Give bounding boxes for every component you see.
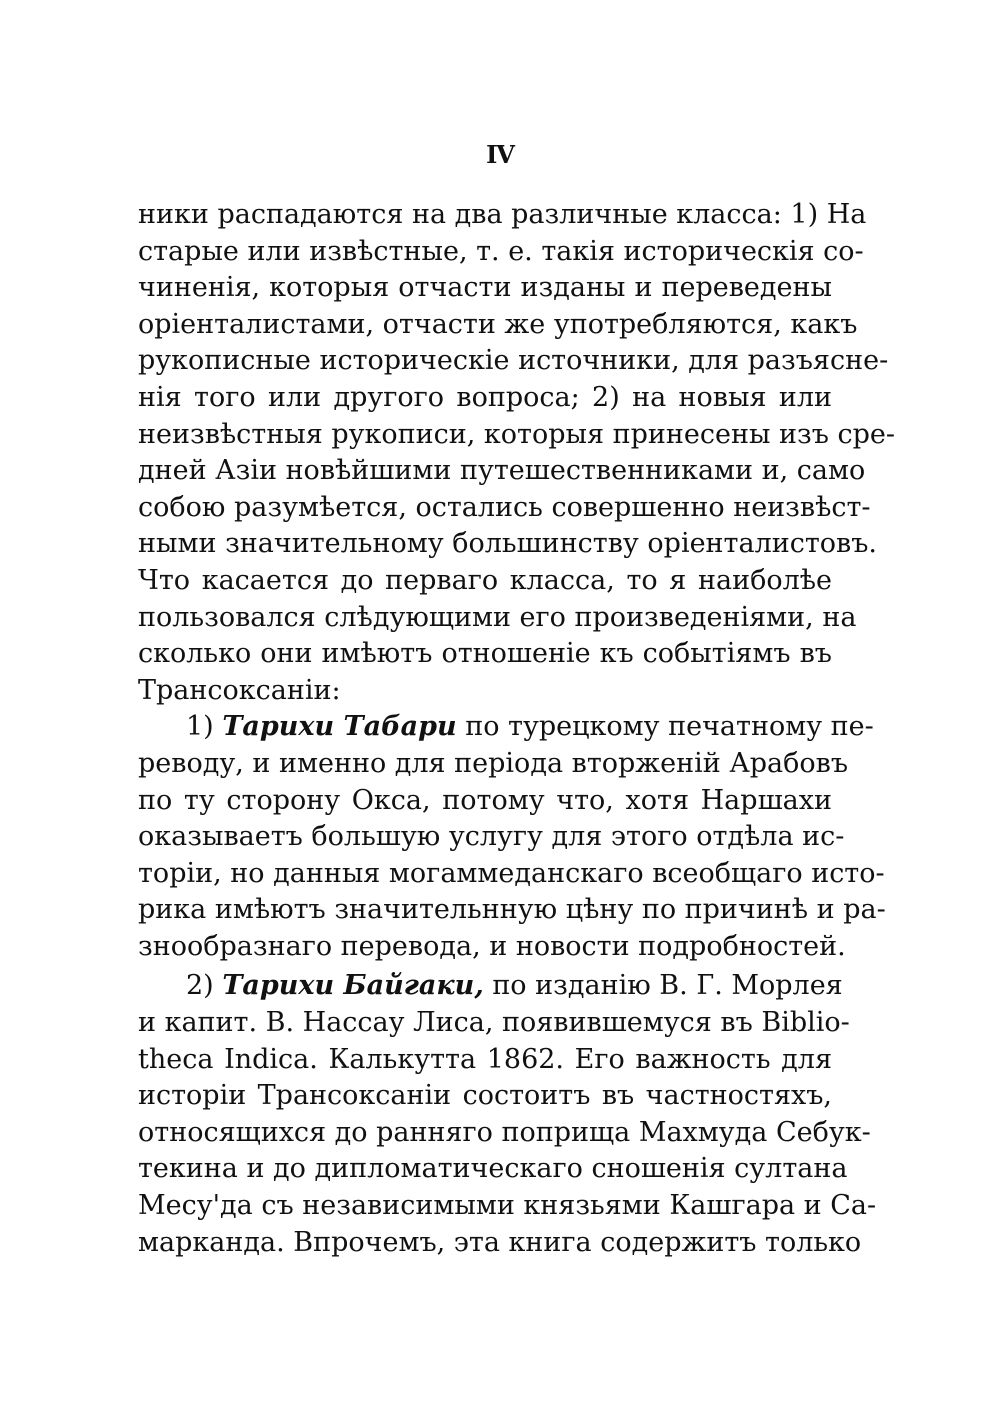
text-line: рика имѣютъ значительнную цѣну по причинѣ и ра-	[138, 894, 886, 926]
text-line: реводу, и именно для періода вторженій Арабовъ	[138, 747, 849, 779]
list-item-number: 1)	[186, 711, 214, 743]
text-line: марканда. Впрочемъ, эта книга содержитъ только	[138, 1226, 862, 1258]
list-item-text: по изданію В. Г. Морлея	[492, 970, 843, 1002]
text-line: дней Азіи новѣйшими путешественниками и, само	[138, 455, 866, 487]
list-item-first-line	[138, 709, 874, 746]
text-line: старые или извѣстные, т. е. такія историческія со-	[138, 235, 864, 267]
source-title: Тарихи Байгаки,	[222, 970, 484, 1002]
text-line: и капит. В. Нассау Лиса, появившемуся въ Biblio-	[138, 1007, 850, 1039]
text-line: собою разумѣется, остались совершенно неизвѣст-	[138, 491, 871, 523]
text-line: пользовался слѣдующими его произведеніями, на	[138, 601, 857, 633]
text-line: оріенталистами, отчасти же употребляются, какъ	[138, 308, 858, 340]
list-item-1	[138, 709, 886, 965]
text-line: Что касается до перваго класса, то я наиболѣе	[138, 564, 832, 596]
list-item-first-line	[138, 968, 843, 1005]
text-line: текина и до дипломатическаго сношенія султана	[138, 1153, 848, 1185]
text-line: сколько они имѣютъ отношеніе къ событіямъ въ	[138, 638, 832, 670]
text-line: знообразнаго перевода, и новости подробностей.	[138, 930, 846, 962]
list-item-2	[138, 968, 877, 1261]
text-line: чиненія, которыя отчасти изданы и переведены	[138, 272, 832, 304]
text-line: ники распадаются на два различные класса: 1) На	[138, 199, 867, 230]
text-line: рукописные историческіе источники, для разъясне-	[138, 345, 889, 377]
text-line: неизвѣстныя рукописи, которыя принесены изъ сре-	[138, 418, 896, 450]
paragraph-intro	[138, 197, 896, 709]
text-line: оказываетъ большую услугу для этого отдѣла ис-	[138, 821, 845, 853]
text-line: относящихся до ранняго поприща Махмуда Себук-	[138, 1116, 871, 1148]
text-line: Трансоксаніи:	[138, 674, 341, 706]
text-line: по ту сторону Окса, потому что, хотя Наршахи	[138, 784, 832, 816]
text-line: исторіи Трансоксаніи состоитъ въ частностяхъ,	[138, 1080, 832, 1112]
body-text	[138, 197, 896, 1261]
text-line: нія того или другого вопроса; 2) на новыя или	[138, 381, 832, 413]
text-line: ными значительному большинству оріенталистовъ.	[138, 528, 878, 560]
text-line: theca Indica. Калькутта 1862. Его важность для	[138, 1043, 832, 1075]
text-line: торіи, но данныя могаммеданскаго всеобщаго исто-	[138, 857, 885, 889]
page-number: IV	[486, 140, 514, 169]
list-item-text: по турецкому печатному пе-	[465, 711, 874, 743]
source-title: Тарихи Табари	[222, 711, 457, 743]
text-line: Месу'да съ независимыми князьями Кашгара и Са-	[138, 1190, 877, 1222]
list-item-number: 2)	[186, 970, 214, 1002]
